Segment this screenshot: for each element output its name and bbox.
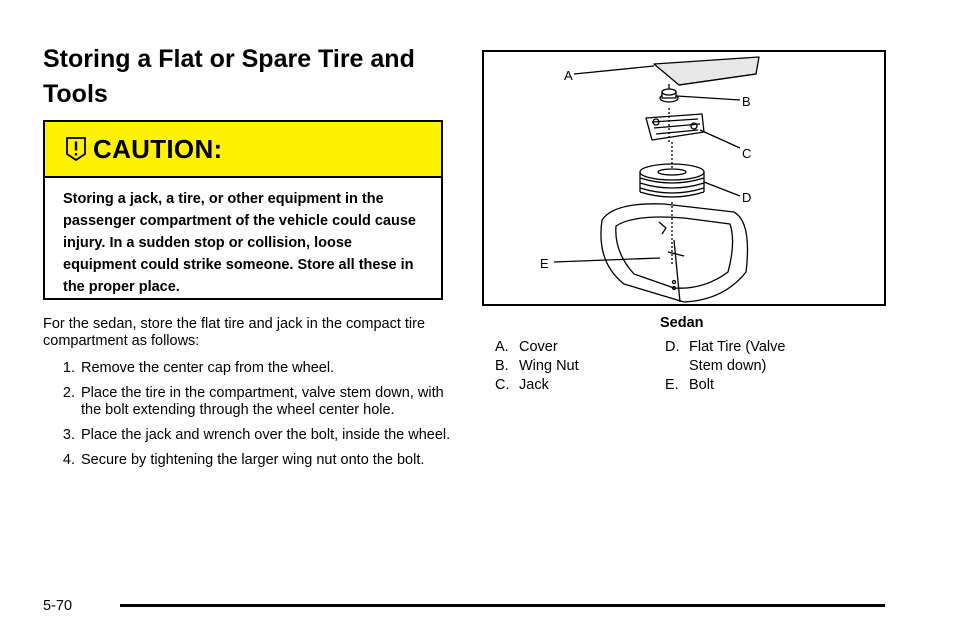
step-number: 1. — [62, 360, 75, 376]
figure-caption: Sedan — [660, 315, 704, 331]
caution-header — [45, 122, 441, 178]
label-e: E — [540, 256, 549, 271]
jack-drawing — [646, 108, 704, 142]
footer-divider — [120, 604, 885, 607]
step-text: Remove the center cap from the wheel. — [81, 360, 335, 376]
legend-letter: D. — [665, 339, 680, 355]
wing-nut-drawing — [660, 84, 678, 102]
caution-box — [43, 120, 443, 300]
legend-text: Wing Nut — [519, 358, 579, 374]
step-text: Place the jack and wrench over the bolt, inside the wheel. — [81, 427, 451, 443]
list-item — [43, 427, 453, 444]
diagram-drawing — [484, 52, 884, 304]
legend-item — [665, 338, 865, 376]
legend-text: Cover — [519, 339, 558, 355]
label-a: A — [564, 68, 573, 83]
caution-text: Storing a jack, a tire, or other equipment in the passenger compartment of the vehicle could cause injury. In a sudden stop or collision, loose equipment could strike someone. Store all these in the proper place. — [63, 191, 416, 295]
legend-text: Bolt — [689, 377, 714, 393]
page-title: Storing a Flat or Spare Tire and Tools — [43, 45, 415, 108]
compartment-tray-drawing — [601, 202, 748, 302]
list-item — [43, 452, 453, 469]
intro-paragraph: For the sedan, store the flat tire and jack in the compact tire compartment as follows: — [43, 316, 426, 349]
legend-item — [495, 338, 579, 357]
step-text: Place the tire in the compartment, valve stem down, with the bolt extending through the wheel center hole. — [81, 385, 444, 418]
step-number: 4. — [62, 452, 75, 468]
warning-icon — [63, 136, 89, 162]
list-item — [43, 360, 453, 377]
legend-letter: E. — [665, 377, 679, 393]
legend-text: Jack — [519, 377, 549, 393]
label-b: B — [742, 94, 751, 109]
steps-list — [43, 360, 453, 477]
step-text: Secure by tightening the larger wing nut onto the bolt. — [81, 452, 425, 468]
legend-item — [495, 357, 579, 376]
step-number: 3. — [62, 427, 75, 443]
legend-left — [495, 338, 579, 395]
legend-letter: B. — [495, 358, 509, 374]
list-item — [43, 385, 453, 419]
legend-item — [495, 376, 579, 395]
step-number: 2. — [62, 385, 75, 401]
caution-heading: CAUTION: — [93, 133, 223, 164]
page-number: 5-70 — [43, 598, 73, 614]
legend-item — [665, 376, 865, 395]
tire-drawing — [640, 142, 704, 197]
cover-drawing — [654, 57, 759, 85]
label-d: D — [742, 190, 752, 205]
tire-storage-diagram — [482, 50, 886, 306]
legend-letter: C. — [495, 377, 510, 393]
legend-text: Flat Tire (Valve Stem down) — [689, 339, 786, 374]
legend-right — [665, 338, 865, 395]
label-c: C — [742, 146, 752, 161]
legend-letter: A. — [495, 339, 509, 355]
